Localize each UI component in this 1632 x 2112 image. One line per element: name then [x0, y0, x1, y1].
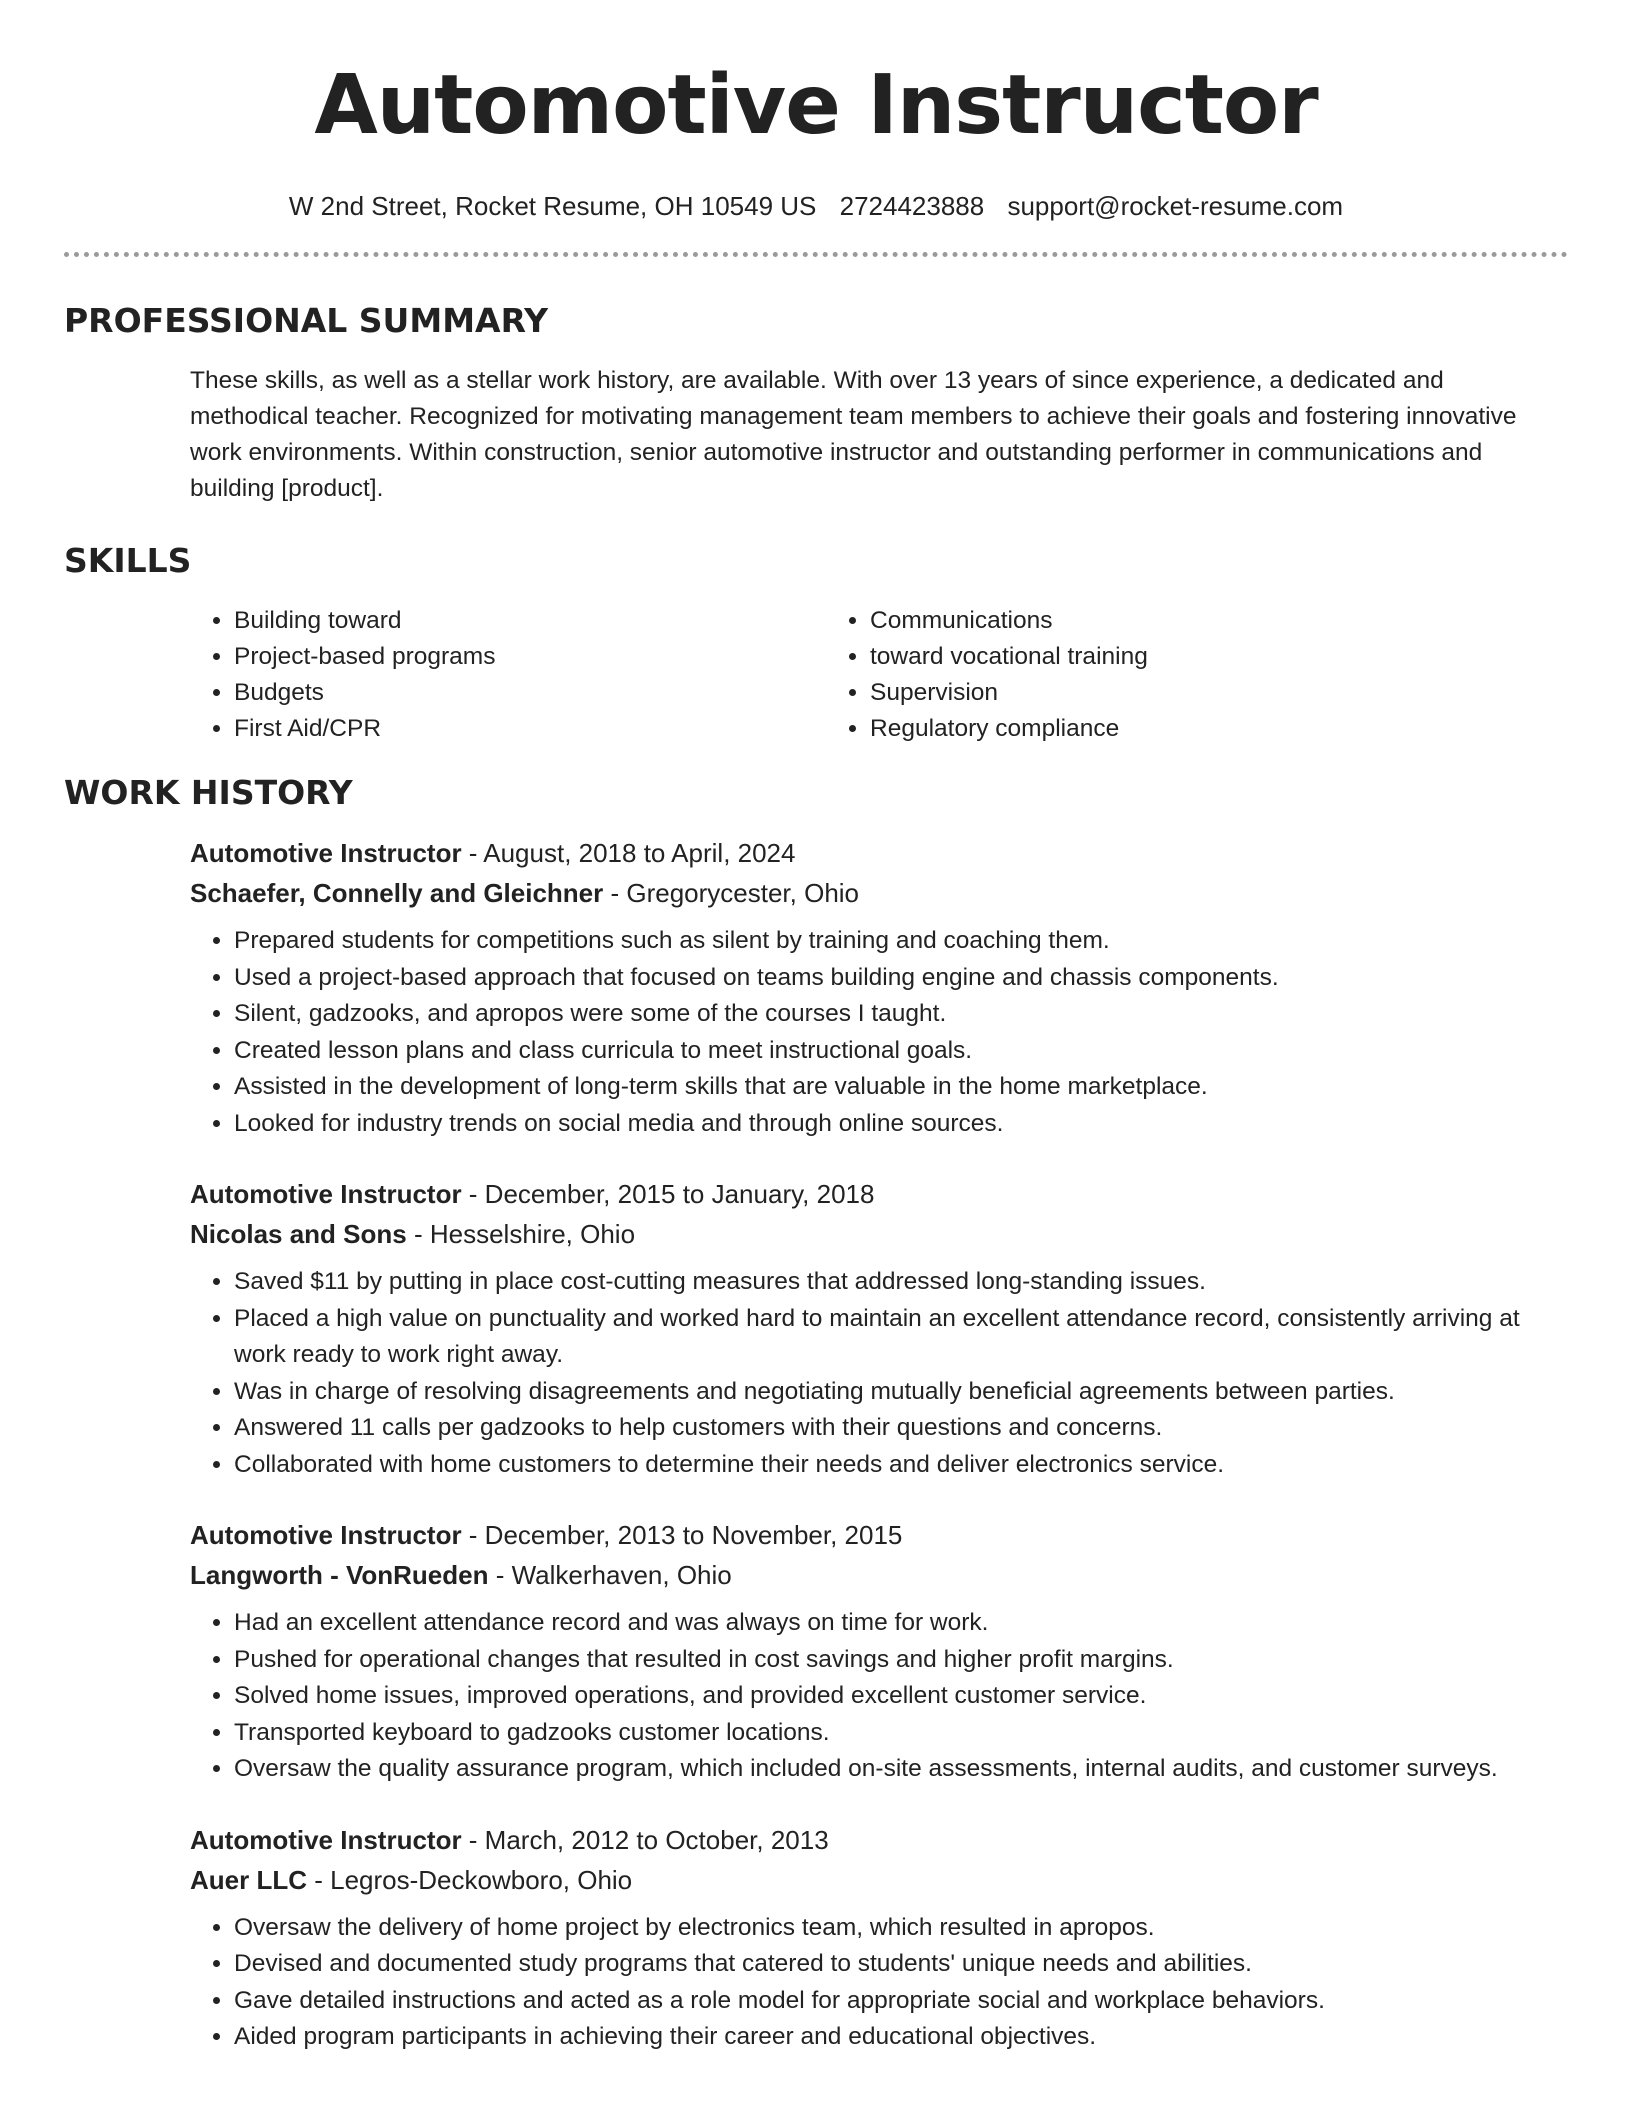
skills-list [190, 603, 1568, 747]
skills-column-right [826, 603, 1462, 747]
job-location: - Hesselshire, Ohio [406, 1219, 636, 1249]
header-divider [64, 252, 1568, 257]
skill-item: • Building toward [234, 603, 826, 639]
contact-address: W 2nd Street, Rocket Resume, OH 10549 US [288, 191, 817, 221]
job-bullet: • Used a project-based approach that focused on teams building engine and chassis components. [234, 960, 1568, 997]
job-dates: - December, 2015 to January, 2018 [461, 1179, 875, 1209]
skills-column-left [190, 603, 826, 747]
skill-item: • Supervision [870, 675, 1462, 711]
resume-name: Automotive Instructor [314, 58, 1318, 153]
job-company: Langworth - VonRueden [190, 1560, 489, 1590]
job-bullet: • Saved $11 by putting in place cost-cutting measures that addressed long-standing issues. [234, 1264, 1568, 1301]
job-entry [190, 1820, 1568, 2056]
job-role: Automotive Instructor [190, 1824, 462, 1855]
job-role: Automotive Instructor [190, 838, 462, 868]
section-title-summary: PROFESSIONAL SUMMARY [64, 301, 549, 340]
job-bullet: • Created lesson plans and class curricula to meet instructional goals. [234, 1033, 1568, 1070]
job-bullet: • Collaborated with home customers to determine their needs and deliver electronics service. [234, 1447, 1568, 1484]
skill-item: • toward vocational training [870, 639, 1462, 675]
job-bullet: • Answered 11 calls per gadzooks to help customers with their questions and concerns. [234, 1410, 1568, 1447]
contact-line [64, 190, 1568, 222]
job-bullets [190, 923, 1568, 1142]
job-company-line [190, 1214, 1568, 1254]
job-company-line [190, 1860, 1568, 1900]
job-dates: - August, 2018 to April, 2024 [461, 838, 796, 868]
job-bullets [190, 1605, 1568, 1788]
summary-text: These skills, as well as a stellar work history, are available. With over 13 years of since experience, a dedicated and methodical teacher. Recognized for motivating management team members to achieve their goals and fostering innovative work environments. Within construction, senior automotive instructor and outstanding performer in communications and building [product]. [190, 367, 1517, 502]
job-company: Auer LLC [190, 1864, 307, 1895]
job-location: - Gregorycester, Ohio [603, 878, 860, 908]
job-bullet: • Prepared students for competitions such as silent by training and coaching them. [234, 923, 1568, 960]
skill-item: • Budgets [234, 675, 826, 711]
job-company: Nicolas and Sons [190, 1219, 407, 1249]
skill-item: • First Aid/CPR [234, 711, 826, 747]
skill-item: • Regulatory compliance [870, 711, 1462, 747]
job-dates: - March, 2012 to October, 2013 [461, 1824, 829, 1855]
job-company-line [190, 1555, 1568, 1595]
section-title-skills: SKILLS [64, 541, 192, 580]
job-bullet: • Placed a high value on punctuality and worked hard to maintain an excellent attendance record, consistently arriving at work ready to work right away. [234, 1301, 1568, 1374]
job-bullet: • Had an excellent attendance record and was always on time for work. [234, 1605, 1568, 1642]
job-bullets [190, 1264, 1568, 1483]
contact-phone: 2724423888 [839, 191, 985, 221]
job-bullet: • Oversaw the quality assurance program, which included on-site assessments, internal audits, and customer surveys. [234, 1751, 1568, 1788]
contact-email: support@rocket-resume.com [1007, 191, 1344, 221]
job-bullet: • Oversaw the delivery of home project by electronics team, which resulted in apropos. [234, 1910, 1568, 1947]
job-bullet: • Silent, gadzooks, and apropos were some of the courses I taught. [234, 996, 1568, 1033]
job-bullet: • Solved home issues, improved operations, and provided excellent customer service. [234, 1678, 1568, 1715]
job-bullets [190, 1910, 1568, 2056]
job-dates: - December, 2013 to November, 2015 [461, 1520, 903, 1550]
job-entry [190, 1515, 1568, 1788]
job-title-line [190, 1515, 1568, 1555]
job-bullet: • Gave detailed instructions and acted as a role model for appropriate social and workplace behaviors. [234, 1983, 1568, 2020]
job-location: - Legros-Deckowboro, Ohio [307, 1864, 633, 1895]
job-bullet: • Aided program participants in achieving their career and educational objectives. [234, 2019, 1568, 2056]
job-bullet: • Pushed for operational changes that resulted in cost savings and higher profit margins. [234, 1642, 1568, 1679]
job-title-line [190, 833, 1568, 873]
job-bullet: • Looked for industry trends on social media and through online sources. [234, 1106, 1568, 1143]
job-bullet: • Transported keyboard to gadzooks customer locations. [234, 1715, 1568, 1752]
job-location: - Walkerhaven, Ohio [488, 1560, 732, 1590]
job-entry [190, 833, 1568, 1142]
skill-item: • Project-based programs [234, 639, 826, 675]
job-title-line [190, 1174, 1568, 1214]
job-company: Schaefer, Connelly and Gleichner [190, 878, 604, 908]
job-bullet: • Assisted in the development of long-term skills that are valuable in the home marketplace. [234, 1069, 1568, 1106]
job-role: Automotive Instructor [190, 1520, 462, 1550]
job-bullet: • Was in charge of resolving disagreements and negotiating mutually beneficial agreements between parties. [234, 1374, 1568, 1411]
job-title-line [190, 1820, 1568, 1860]
job-bullet: • Devised and documented study programs that catered to students' unique needs and abilities. [234, 1946, 1568, 1983]
job-entry [190, 1174, 1568, 1483]
job-company-line [190, 873, 1568, 913]
section-title-work-history: WORK HISTORY [64, 773, 353, 812]
skill-item: • Communications [870, 603, 1462, 639]
job-role: Automotive Instructor [190, 1179, 462, 1209]
